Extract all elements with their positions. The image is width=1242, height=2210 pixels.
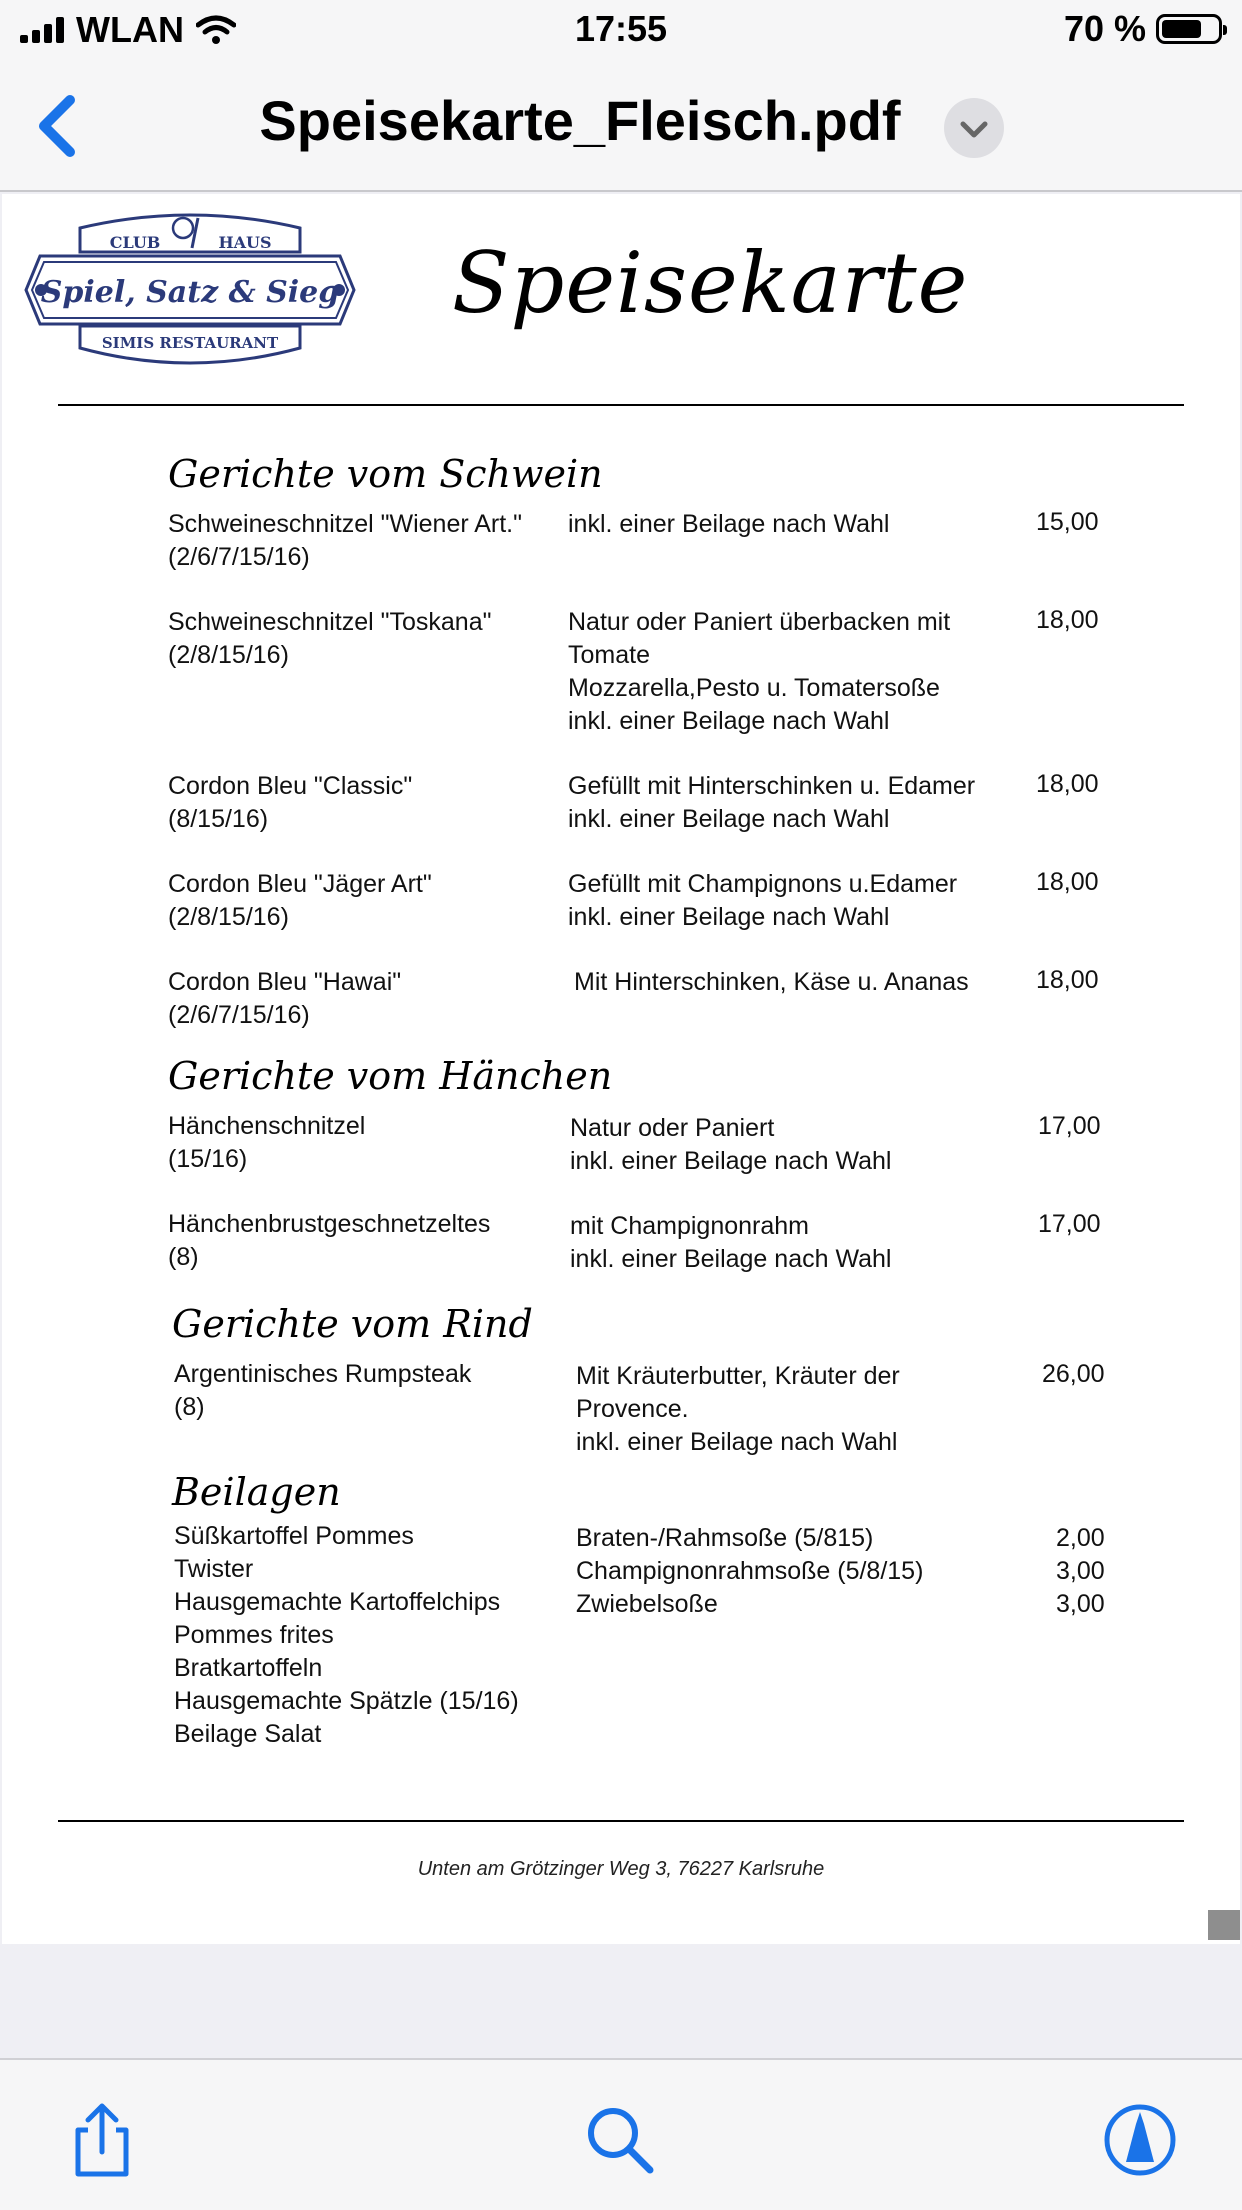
dish-codes: (8) <box>168 1243 199 1271</box>
dish-desc: inkl. einer Beilage nach Wahl <box>570 1245 892 1273</box>
carrier-label: WLAN <box>76 9 184 50</box>
dish-price: 18,00 <box>1036 868 1099 896</box>
dish-name: Schweineschnitzel "Wiener Art." <box>168 510 523 538</box>
side-item: Hausgemachte Spätzle (15/16) <box>174 1687 519 1715</box>
dish-price: 18,00 <box>1036 606 1099 634</box>
dish-price: 15,00 <box>1036 508 1099 536</box>
dish-desc: Mozzarella,Pesto u. Tomatersoße <box>568 674 940 702</box>
dish-codes: (8/15/16) <box>168 805 269 833</box>
title-menu-button[interactable] <box>944 98 1004 158</box>
restaurant-logo <box>20 208 360 374</box>
status-right <box>1064 8 1222 50</box>
dish-desc: Natur oder Paniert <box>570 1114 775 1142</box>
pdf-page <box>2 194 1240 1944</box>
section-title-schwein: Gerichte vom Schwein <box>168 452 603 496</box>
side-item: Beilage Salat <box>174 1720 322 1748</box>
dish-desc: inkl. einer Beilage nach Wahl <box>576 1428 898 1456</box>
top-divider <box>58 404 1184 406</box>
dish-codes: (8) <box>174 1393 205 1421</box>
dish-codes: (2/6/7/15/16) <box>168 543 310 571</box>
chevron-down-icon <box>944 98 1004 158</box>
dish-codes: (2/8/15/16) <box>168 641 289 669</box>
dish-desc: mit Champignonrahm <box>570 1212 809 1240</box>
document-title[interactable]: Speisekarte_Fleisch.pdf <box>259 89 901 152</box>
navigation-bar <box>0 62 1242 192</box>
status-bar <box>0 0 1242 62</box>
dish-codes: (2/8/15/16) <box>168 903 289 931</box>
markup-pen-icon[interactable] <box>1100 2100 1180 2180</box>
dish-name: Cordon Bleu "Classic" <box>168 772 413 800</box>
side-item: Bratkartoffeln <box>174 1654 323 1682</box>
dish-price: 17,00 <box>1038 1210 1101 1238</box>
menu-title: Speisekarte <box>452 234 969 332</box>
logo-top-left-text: CLUB <box>109 233 161 252</box>
dish-name: Cordon Bleu "Jäger Art" <box>168 870 432 898</box>
dish-desc: Mit Hinterschinken, Käse u. Ananas <box>574 968 969 996</box>
logo-name: Spiel, Satz & Sieg <box>40 275 340 310</box>
logo-bottom-text: SIMIS RESTAURANT <box>101 334 279 352</box>
dish-desc: inkl. einer Beilage nach Wahl <box>568 805 890 833</box>
dish-desc: inkl. einer Beilage nach Wahl <box>568 903 890 931</box>
side-item: Twister <box>174 1555 254 1583</box>
dish-name: Cordon Bleu "Hawai" <box>168 968 402 996</box>
dish-desc: inkl. einer Beilage nach Wahl <box>570 1147 892 1175</box>
dish-codes: (15/16) <box>168 1145 248 1173</box>
dish-name: Hänchenschnitzel <box>168 1112 366 1140</box>
bottom-toolbar <box>0 2058 1242 2210</box>
dish-price: 18,00 <box>1036 770 1099 798</box>
dish-desc: Gefüllt mit Champignons u.Edamer <box>568 870 958 898</box>
dish-desc: Mit Kräuterbutter, Kräuter der <box>576 1362 900 1390</box>
dish-desc: inkl. einer Beilage nach Wahl <box>568 510 890 538</box>
clock: 17:55 <box>574 8 668 49</box>
dish-desc: Natur oder Paniert überbacken mit <box>568 608 951 636</box>
section-title-haenchen: Gerichte vom Hänchen <box>168 1054 613 1098</box>
side-item: Hausgemachte Kartoffelchips <box>174 1588 501 1616</box>
dish-codes: (2/6/7/15/16) <box>168 1001 310 1029</box>
watermark-badge <box>1208 1910 1240 1940</box>
dish-price: 26,00 <box>1042 1360 1105 1388</box>
sauce-price: 3,00 <box>1056 1557 1105 1585</box>
section-title-beilagen: Beilagen <box>172 1470 341 1514</box>
side-item: Pommes frites <box>174 1621 334 1649</box>
share-icon[interactable] <box>62 2100 142 2180</box>
search-icon[interactable] <box>580 2100 660 2180</box>
bottom-divider <box>58 1820 1184 1822</box>
sauce-price: 2,00 <box>1056 1524 1105 1552</box>
address-footer: Unten am Grötzinger Weg 3, 76227 Karlsruhe <box>417 1858 825 1880</box>
dish-desc: Tomate <box>568 641 650 669</box>
sauce-name: Champignonrahmsoße (5/8/15) <box>576 1557 924 1585</box>
sauce-name: Zwiebelsoße <box>576 1590 718 1618</box>
section-title-rind: Gerichte vom Rind <box>172 1302 533 1346</box>
battery-percent: 70 % <box>1063 8 1146 49</box>
sauce-name: Braten-/Rahmsoße (5/815) <box>576 1524 874 1552</box>
dish-price: 18,00 <box>1036 966 1099 994</box>
side-item: Süßkartoffel Pommes <box>174 1522 414 1550</box>
logo-top-right-text: HAUS <box>218 233 272 252</box>
dish-desc: Gefüllt mit Hinterschinken u. Edamer <box>568 772 976 800</box>
sauce-price: 3,00 <box>1056 1590 1105 1618</box>
battery-icon <box>1156 14 1222 44</box>
dish-name: Schweineschnitzel "Toskana" <box>168 608 492 636</box>
dish-name: Argentinisches Rumpsteak <box>174 1360 472 1388</box>
dish-price: 17,00 <box>1038 1112 1101 1140</box>
dish-name: Hänchenbrustgeschnetzeltes <box>168 1210 491 1238</box>
dish-desc: Provence. <box>576 1395 689 1423</box>
dish-desc: inkl. einer Beilage nach Wahl <box>568 707 890 735</box>
